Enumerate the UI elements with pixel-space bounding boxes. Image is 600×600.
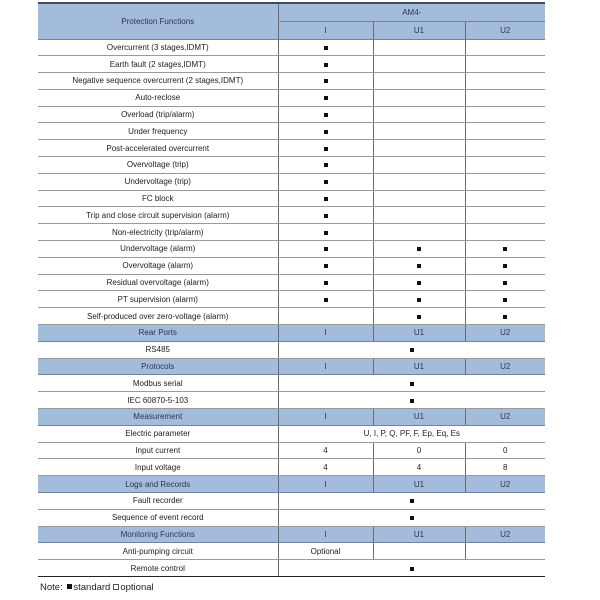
- table-row: [38, 157, 545, 174]
- standard-mark-icon: [503, 281, 507, 285]
- row-label: Electric parameter: [38, 425, 278, 442]
- table-row: [38, 291, 545, 308]
- row-label: Input voltage: [38, 459, 278, 476]
- table-row: [38, 375, 545, 392]
- all-models-cell: [278, 493, 545, 510]
- table-row: [38, 89, 545, 106]
- cell-u1: [373, 56, 465, 73]
- cell-u1: [373, 123, 465, 140]
- cell-i: [278, 106, 373, 123]
- row-label: Auto-reclose: [38, 89, 278, 106]
- table-row: [38, 560, 545, 577]
- standard-mark-icon: [410, 382, 414, 386]
- standard-mark-icon: [503, 264, 507, 268]
- standard-mark-icon: [324, 180, 328, 184]
- standard-mark-icon: [324, 130, 328, 134]
- row-label: Overvoltage (alarm): [38, 257, 278, 274]
- cell-i: [278, 274, 373, 291]
- column-header-u1: U1: [373, 476, 465, 493]
- column-header-i: I: [278, 476, 373, 493]
- table-row: [38, 123, 545, 140]
- row-label: RS485: [38, 341, 278, 358]
- row-label: Earth fault (2 stages,IDMT): [38, 56, 278, 73]
- cell-i: [278, 241, 373, 258]
- row-label: Overcurrent (3 stages,IDMT): [38, 39, 278, 56]
- standard-mark-icon: [324, 96, 328, 100]
- cell-u2: [465, 190, 545, 207]
- note-optional: optional: [120, 582, 154, 593]
- cell-i: [278, 207, 373, 224]
- cell-i: [278, 190, 373, 207]
- protection-functions-header: Protection Functions: [38, 3, 278, 39]
- table-row: [38, 543, 545, 560]
- table-row: [38, 425, 545, 442]
- table-row: [38, 173, 545, 190]
- column-header-u2: U2: [465, 409, 545, 426]
- cell-i: [278, 157, 373, 174]
- cell-u2: [465, 56, 545, 73]
- cell-u1: [373, 190, 465, 207]
- row-label: IEC 60870-5-103: [38, 392, 278, 409]
- column-header-i: I: [278, 358, 373, 375]
- standard-mark-icon: [417, 315, 421, 319]
- cell-u2: [465, 241, 545, 258]
- all-models-cell: [278, 341, 545, 358]
- cell-i: [278, 140, 373, 157]
- row-label: Negative sequence overcurrent (2 stages,IDMT): [38, 73, 278, 90]
- section-header-monitoring: [38, 526, 545, 543]
- column-header-u2: U2: [465, 476, 545, 493]
- section-header-rear-ports: [38, 325, 545, 342]
- legend-note: [40, 582, 154, 593]
- table-row: [38, 106, 545, 123]
- cell-u2: [465, 73, 545, 90]
- function-spec-table: [38, 2, 545, 577]
- table-row: [38, 190, 545, 207]
- cell-u2: [465, 543, 545, 560]
- table-row: [38, 207, 545, 224]
- table-row: [38, 140, 545, 157]
- cell-u1: 4: [373, 459, 465, 476]
- cell-u2: [465, 308, 545, 325]
- cell-u1: [373, 291, 465, 308]
- table-row: [38, 509, 545, 526]
- column-header-i: I: [278, 526, 373, 543]
- standard-mark-icon: [324, 113, 328, 117]
- cell-i: 4: [278, 442, 373, 459]
- cell-u1: [373, 140, 465, 157]
- cell-u2: [465, 106, 545, 123]
- cell-u2: [465, 257, 545, 274]
- column-header-i: I: [278, 21, 373, 39]
- section-title: Rear Ports: [38, 325, 278, 342]
- cell-u1: [373, 73, 465, 90]
- cell-i: [278, 308, 373, 325]
- table-row: [38, 442, 545, 459]
- table-row: [38, 493, 545, 510]
- section-title: Logs and Records: [38, 476, 278, 493]
- cell-u1: [373, 241, 465, 258]
- column-header-u1: U1: [373, 358, 465, 375]
- row-label: Residual overvoltage (alarm): [38, 274, 278, 291]
- column-header-u1: U1: [373, 409, 465, 426]
- standard-mark-icon: [324, 231, 328, 235]
- cell-u1: [373, 257, 465, 274]
- standard-mark-icon: [324, 197, 328, 201]
- row-label: Post-accelerated overcurrent: [38, 140, 278, 157]
- row-label: Input current: [38, 442, 278, 459]
- standard-mark-icon: [410, 499, 414, 503]
- row-label: Under frequency: [38, 123, 278, 140]
- cell-u1: [373, 39, 465, 56]
- table-row: [38, 241, 545, 258]
- table-row: [38, 73, 545, 90]
- cell-i: [278, 224, 373, 241]
- table-row: [38, 392, 545, 409]
- row-label: Sequence of event record: [38, 509, 278, 526]
- row-label: Overload (trip/alarm): [38, 106, 278, 123]
- standard-mark-icon: [410, 348, 414, 352]
- cell-i: [278, 89, 373, 106]
- optional-square-icon: [113, 584, 119, 590]
- section-header-logs: [38, 476, 545, 493]
- cell-i: [278, 39, 373, 56]
- row-label: FC block: [38, 190, 278, 207]
- all-models-cell: [278, 560, 545, 577]
- cell-u1: [373, 106, 465, 123]
- table-row: [38, 56, 545, 73]
- table-row: [38, 224, 545, 241]
- section-title: Measurement: [38, 409, 278, 426]
- row-label: Overvoltage (trip): [38, 157, 278, 174]
- cell-u2: [465, 140, 545, 157]
- section-title: Protocols: [38, 358, 278, 375]
- standard-mark-icon: [324, 79, 328, 83]
- cell-u2: [465, 157, 545, 174]
- row-label: Anti-pumping circuit: [38, 543, 278, 560]
- cell-i: [278, 123, 373, 140]
- column-header-u2: U2: [465, 21, 545, 39]
- cell-u1: [373, 157, 465, 174]
- cell-i: 4: [278, 459, 373, 476]
- cell-u1: 0: [373, 442, 465, 459]
- standard-mark-icon: [503, 247, 507, 251]
- column-header-u1: U1: [373, 325, 465, 342]
- standard-mark-icon: [417, 264, 421, 268]
- standard-mark-icon: [324, 163, 328, 167]
- standard-mark-icon: [417, 281, 421, 285]
- note-prefix: Note:: [40, 582, 66, 593]
- standard-mark-icon: [324, 264, 328, 268]
- table-header-row: [38, 3, 545, 21]
- cell-i: Optional: [278, 543, 373, 560]
- cell-i: [278, 173, 373, 190]
- cell-u1: [373, 308, 465, 325]
- table-row: [38, 257, 545, 274]
- model-group-header: AM4-: [278, 3, 545, 21]
- row-label: Modbus serial: [38, 375, 278, 392]
- cell-u2: 0: [465, 442, 545, 459]
- standard-mark-icon: [410, 516, 414, 520]
- column-header-i: I: [278, 409, 373, 426]
- standard-mark-icon: [503, 298, 507, 302]
- table-row: [38, 341, 545, 358]
- all-models-cell: [278, 375, 545, 392]
- table-row: [38, 459, 545, 476]
- standard-mark-icon: [410, 399, 414, 403]
- column-header-u2: U2: [465, 325, 545, 342]
- cell-u2: [465, 123, 545, 140]
- cell-u2: [465, 89, 545, 106]
- row-label: Undervoltage (trip): [38, 173, 278, 190]
- cell-u1: [373, 207, 465, 224]
- cell-u2: 8: [465, 459, 545, 476]
- standard-mark-icon: [324, 214, 328, 218]
- section-header-protocols: [38, 358, 545, 375]
- cell-u1: [373, 543, 465, 560]
- column-header-u2: U2: [465, 358, 545, 375]
- column-header-u1: U1: [373, 21, 465, 39]
- row-label: Fault recorder: [38, 493, 278, 510]
- cell-i: [278, 291, 373, 308]
- electric-parameter-value: U, I, P, Q, PF, F, Ep, Eq, Es: [278, 425, 545, 442]
- column-header-u1: U1: [373, 526, 465, 543]
- cell-u2: [465, 224, 545, 241]
- cell-u1: [373, 173, 465, 190]
- standard-mark-icon: [410, 567, 414, 571]
- standard-mark-icon: [417, 298, 421, 302]
- standard-mark-icon: [417, 247, 421, 251]
- row-label: Remote control: [38, 560, 278, 577]
- all-models-cell: [278, 509, 545, 526]
- table-row: [38, 39, 545, 56]
- standard-mark-icon: [324, 46, 328, 50]
- cell-u1: [373, 274, 465, 291]
- row-label: Trip and close circuit supervision (alarm): [38, 207, 278, 224]
- table-row: [38, 308, 545, 325]
- row-label: Self-produced over zero-voltage (alarm): [38, 308, 278, 325]
- row-label: Non-electricity (trip/alarm): [38, 224, 278, 241]
- standard-mark-icon: [324, 63, 328, 67]
- cell-u1: [373, 224, 465, 241]
- standard-mark-icon: [324, 298, 328, 302]
- standard-mark-icon: [503, 315, 507, 319]
- cell-i: [278, 73, 373, 90]
- standard-mark-icon: [324, 247, 328, 251]
- note-standard: standard: [73, 582, 111, 593]
- cell-u2: [465, 274, 545, 291]
- row-label: Undervoltage (alarm): [38, 241, 278, 258]
- standard-square-icon: [67, 584, 72, 589]
- cell-u2: [465, 173, 545, 190]
- all-models-cell: [278, 392, 545, 409]
- cell-u2: [465, 291, 545, 308]
- row-label: PT supervision (alarm): [38, 291, 278, 308]
- cell-u1: [373, 89, 465, 106]
- column-header-i: I: [278, 325, 373, 342]
- standard-mark-icon: [324, 147, 328, 151]
- section-title: Monitoring Functions: [38, 526, 278, 543]
- table-row: [38, 274, 545, 291]
- standard-mark-icon: [324, 281, 328, 285]
- cell-u2: [465, 39, 545, 56]
- cell-i: [278, 56, 373, 73]
- section-header-measurement: [38, 409, 545, 426]
- cell-i: [278, 257, 373, 274]
- column-header-u2: U2: [465, 526, 545, 543]
- cell-u2: [465, 207, 545, 224]
